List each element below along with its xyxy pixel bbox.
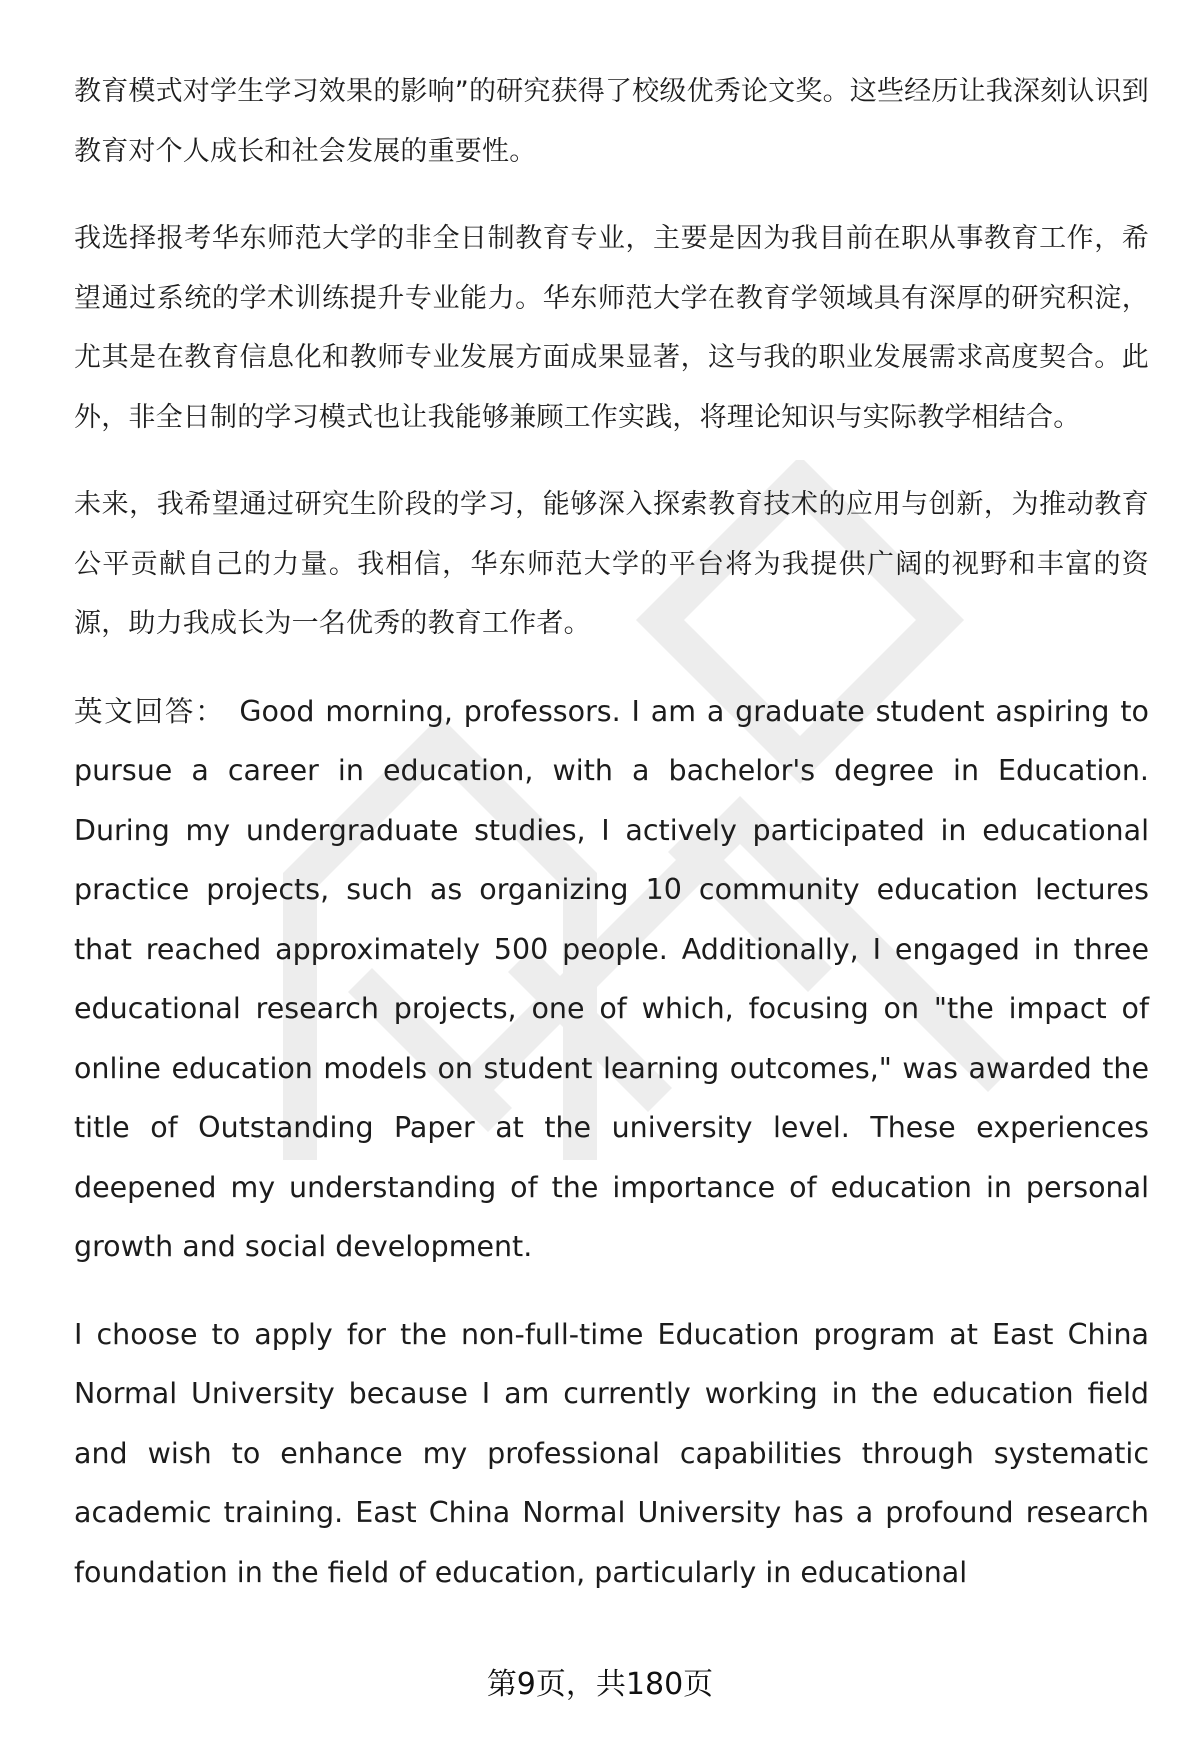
paragraph-english-answer (74, 682, 1149, 1277)
paragraph-future-cn: 未来，我希望通过研究生阶段的学习，能够深入探索教育技术的应用与创新，为推动教育公平贡献自己的力量。我相信，华东师范大学的平台将为我提供广阔的视野和丰富的资源，助力我成长为一名优秀的教育工作者。 (74, 489, 1149, 639)
page-number: 第9页，共180页 (486, 1667, 714, 1702)
english-answer-label: 英文回答： (74, 694, 226, 728)
document-body (74, 62, 1149, 1630)
paragraph-reason-en: I choose to apply for the non-full-time Education program at East China Normal University because I am currently working in the education field and wish to enhance my professional capabilities through systematic academic training. East China Normal University has a profound research foundation in the field of education, particularly in educational (74, 1317, 1149, 1589)
english-answer-text: Good morning, professors. I am a graduate student aspiring to pursue a career in education, with a bachelor's degree in Education. During my undergraduate studies, I actively participated in educational practice projects, such as organizing 10 community education lectures that reached approximately 500 people. Additionally, I engaged in three educational research projects, one of which, focusing on "the impact of online education models on student learning outcomes," was awarded the title of Outstanding Paper at the university level. These experiences deepened my understanding of the importance of education in personal growth and social development. (74, 694, 1149, 1263)
paragraph-reason-cn: 我选择报考华东师范大学的非全日制教育专业，主要是因为我目前在职从事教育工作，希望通过系统的学术训练提升专业能力。华东师范大学在教育学领域具有深厚的研究积淀，尤其是在教育信息化和教师专业发展方面成果显著，这与我的职业发展需求高度契合。此外，非全日制的学习模式也让我能够兼顾工作实践，将理论知识与实际教学相结合。 (74, 223, 1149, 433)
paragraph-experience-cn: 教育模式对学生学习效果的影响”的研究获得了校级优秀论文奖。这些经历让我深刻认识到教育对个人成长和社会发展的重要性。 (74, 76, 1149, 167)
